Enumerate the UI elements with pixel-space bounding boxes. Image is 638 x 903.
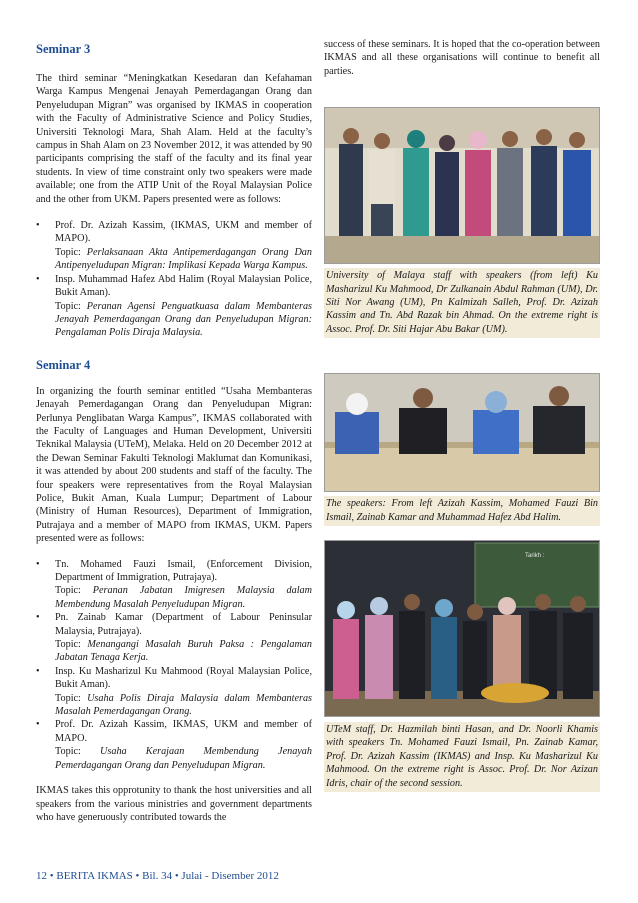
list-item [36,718,312,772]
speaker-topic [55,745,312,772]
topic-label: Topic: [55,300,81,312]
photo-illustration [325,374,599,491]
topic-text: Usaha Polis Diraja Malaysia dalam Membanteras Masalah Pemerdagangan Orang. [55,692,313,718]
group-photo-university-malaya [324,107,600,264]
list-item [36,665,312,719]
list-item [36,558,312,612]
photo-speakers-panel [324,373,600,492]
closing-paragraph-end: success of these seminars. It is hoped that the co-operation between IKMAS and all these organisations will continue to benefit all parties. [324,39,600,77]
list-item [36,273,312,340]
speaker-topic [55,638,312,665]
topic-text: Menangangi Masalah Buruh Paksa : Pengalaman Jabatan Tenaga Kerja. [55,639,312,664]
speaker-name: Insp. Ku Masharizul Ku Mahmood (Royal Malaysian Police, Bukit Aman). [55,665,312,691]
closing-paragraph-start: IKMAS takes this opprotunity to thank the host universities and all speakers from the various ministries and government departments who have generuously contributed towards the [36,785,312,823]
seminar3-heading: Seminar 3 [36,42,91,56]
list-item [36,611,312,665]
photo-caption: The speakers: From left Azizah Kassim, Mohamed Fauzi Bin Ismail, Zainab Kamar and Muhammad Hafez Abd Halim. [324,496,600,526]
left-column [36,38,312,824]
photo-caption: University of Malaya staff with speakers (from left) Ku Masharizul Ku Mahmood, Dr Zulkanain Abdul Rahman (UM), Dr. Siti Nor Awang (UM), Pn Kalmizah Salleh, Prof. Dr. Azizah Kassim and Tn. Abd Razak bin Ahmad. On the extreme right is Assoc. Prof. Dr. Siti Hajar Abu Bakar (UM). [324,268,600,338]
speaker-topic [55,246,312,273]
topic-label: Topic: [55,246,81,258]
seminar4-paragraph: In organizing the fourth seminar entitled “Usaha Membanteras Jenayah Pemerdagangan Orang dan Penyeludupan Migran: Perlunya Penglibatan Warga Kampus”, IKMAS collaborated with the Faculty of Languages and Human Development, Universiti Teknikal Malaysia (UTeM), Melaka. Held on 20 December 2012 at the Dewan Seminar Fakulti Teknologi Maklumat dan Komunikasi, it was attended by about 200 students and staff of the faculty. The four speakers were representatives from the Royal Malaysian Police, Bukit Aman, Kuala Lumpur; Department of Labour (Ministry of Human Resources), Department of Immigration, Putrajaya and a member of MAPO from IKMAS, UKM. Papers presented were as follows: [36,385,312,545]
speaker-name: Pn. Zainab Kamar (Department of Labour Peninsular Malaysia, Putrajaya). [55,612,312,637]
photo-illustration [325,108,599,263]
photo-caption: UTeM staff, Dr. Hazmilah binti Hasan, and Dr. Noorli Khamis with speakers Tn. Mohamed Fauzi Ismail, Pn. Zainab Kamar, Prof. Dr. Azizah Kassim (IKMAS) and Insp. Ku Masharizul Ku Mahmood. On the extreme right is Assoc. Prof. Dr. Nor Azizan Idris, chair of the second session. [324,722,600,792]
speaker-topic [55,300,312,340]
topic-label: Topic: [55,746,81,758]
speaker-topic [55,692,312,719]
seminar4-heading: Seminar 4 [36,357,91,372]
group-photo-utem [324,540,600,717]
topic-label: Topic: [55,692,81,704]
banner-text: Tarikh : [525,553,545,560]
speaker-name: Prof. Dr. Azizah Kassim, IKMAS, UKM and member of MAPO. [55,719,312,744]
right-column [324,38,600,792]
topic-text: Peranan Jabatan Imigresen Malaysia dalam Membendung Masalah Penyeludupan Migran. [55,585,312,610]
photo-illustration [325,541,599,716]
topic-text: Peranan Agensi Penguatkuasa dalam Membanteras Jenayah Pemerdagangan Orang dan Penyeludupan Migran: Pengalaman Polis Diraja Malaysia. [55,300,312,339]
topic-text: Usaha Kerajaan Membendung Jenayah Pemerdagangan Orang dan Penyeludupan Migran. [55,746,312,771]
page-footer: 12 • BERITA IKMAS • Bil. 34 • Julai - Disember 2012 [36,870,279,882]
speaker-name: Insp. Muhammad Hafez Abd Halim (Royal Malaysian Police, Bukit Aman). [55,273,312,299]
seminar3-paragraph: The third seminar “Meningkatkan Kesedaran dan Kefahaman Warga Kampus Mengenai Jenayah Pemerdagangan Orang dan Penyeludupan Migran” was organised by IKMAS in cooperation with the Faculty of Administrative Science and Policy Studies, Universiti Teknologi Mara, Shah Alam. Held at the faculty’s campus in Shah Alam on 23 November 2012, it was attended by 90 participants comprising the staff of the faculty and its final year students. In view of time constraint only two speakers were made available; one from the ATIP Unit of the Royal Malaysian Police and the other from UKM. Papers presented were as follows: [36,73,312,205]
speaker-name: Tn. Mohamed Fauzi Ismail, (Enforcement Division, Department of Immigration, Putrajaya). [55,558,312,583]
speaker-topic [55,584,312,611]
seminar4-speaker-list [36,558,312,773]
list-item [36,219,312,273]
seminar3-speaker-list [36,219,312,340]
topic-label: Topic: [55,585,81,597]
topic-text: Perlaksanaan Akta Antipemerdagangan Orang Dan Antipenyeludupan Migran: Implikasi Kepada Warga Kampus. [55,246,312,272]
topic-label: Topic: [55,639,81,651]
speaker-name: Prof. Dr. Azizah Kassim, (IKMAS, UKM and member of MAPO). [55,220,312,245]
